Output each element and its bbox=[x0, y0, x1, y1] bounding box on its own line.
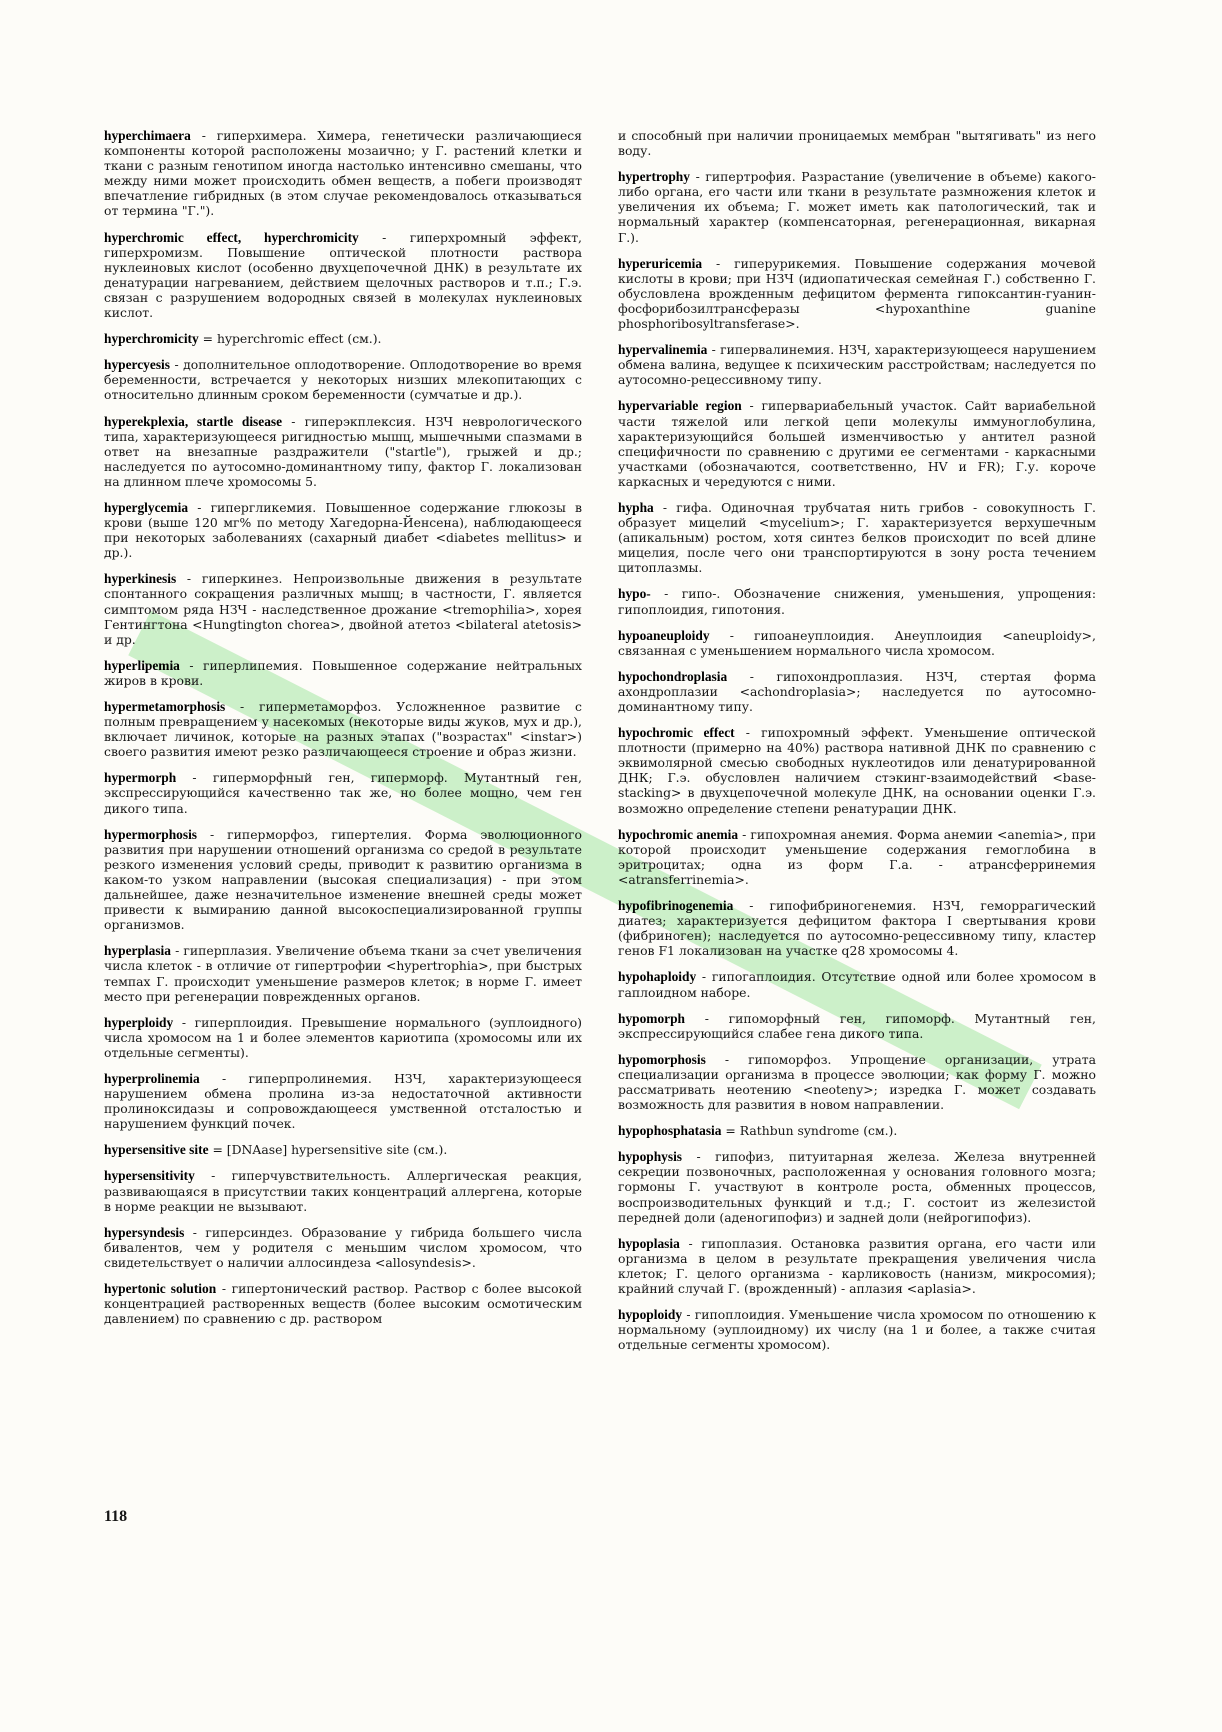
entry-definition: - гиперсиндез. Образование у гибрида большего числа бивалентов, чем у родителя с меньшим числом хромосом, что свидетельствует о наличии аллосиндеза <allosyndesis>. bbox=[104, 1224, 582, 1270]
entry-definition: - гиперпролинемия. НЗЧ, характеризующееся нарушением обмена пролина из-за недостаточной активности пролиноксидазы и сопровождающееся умственной отсталостью и нарушением функций почек. bbox=[104, 1070, 582, 1132]
dictionary-entry bbox=[618, 586, 1096, 616]
entry-definition: - гиперурикемия. Повышение содержания мочевой кислоты в крови; при НЗЧ (идиопатическая семейная Г.) собственно Г. обусловлена врожденным дефицитом фермента гипоксантин-гуанин-фосфорибозилтрансферазы <hypoxanthine guanine phosphoribosyltransferase>. bbox=[618, 255, 1096, 332]
page-number: 118 bbox=[104, 1508, 128, 1525]
dictionary-entry bbox=[618, 725, 1096, 816]
entry-term: hyperekplexia, startle disease bbox=[104, 413, 283, 429]
entry-definition: и способный при наличии проницаемых мембран "вытягивать" из него воду. bbox=[618, 128, 1096, 159]
entry-term: hyperglycemia bbox=[104, 499, 189, 515]
entry-term: hypomorphosis bbox=[618, 1051, 706, 1067]
dictionary-entry bbox=[104, 1015, 582, 1060]
dictionary-entry bbox=[104, 770, 582, 815]
entry-term: hyperchromic effect, hyperchromicity bbox=[104, 229, 359, 245]
entry-term: hypervalinemia bbox=[618, 342, 708, 358]
dictionary-entry bbox=[104, 1281, 582, 1326]
entry-definition: - гиперхромный эффект, гиперхромизм. Повышение оптической плотности раствора нуклеиновых кислот (особенно двухцепочечной ДНК) в результате их денатурации нагреванием, действием щелочных растворов и т.п.; Г.э. связан с разрушением водородных связей в молекулах нуклеиновых кислот. bbox=[104, 229, 582, 321]
entry-term: hyperchimaera bbox=[104, 128, 191, 143]
dictionary-entry bbox=[104, 331, 582, 346]
entry-term: hyperprolinemia bbox=[104, 1070, 200, 1086]
dictionary-entry bbox=[104, 128, 582, 219]
dictionary-entry bbox=[104, 943, 582, 1003]
dictionary-entry bbox=[618, 1236, 1096, 1296]
entry-definition: - гипохромный эффект. Уменьшение оптической плотности (примерно на 40%) раствора нативной ДНК по сравнению с эквимолярной смесью свободных нуклеотидов или денатурированной ДНК; Г.э. обусловлен наличием стэкинг-взаимодействий <base-stacking> в двухцепочечной молекуле ДНК, на основании оценки Г.э. возможно определение степени ренатурации ДНК. bbox=[618, 725, 1096, 816]
entry-term: hypertonic solution bbox=[104, 1281, 217, 1296]
entry-definition: - гипертонический раствор. Раствор с более высокой концентрацией растворенных веществ (более высоким осмотическим давлением) по сравнению с др. раствором bbox=[104, 1281, 582, 1327]
entry-term: hypha bbox=[618, 499, 654, 515]
dictionary-entry bbox=[104, 1225, 582, 1270]
entry-definition: - гипергликемия. Повышенное содержание глюкозы в крови (выше 120 мг% по методу Хагедорна-Йенсена), наблюдающееся при некоторых заболеваниях (сахарный диабет <diabetes mellitus> и др.). bbox=[104, 499, 582, 561]
entry-term: hyperkinesis bbox=[104, 571, 177, 587]
entry-definition: - гиперплазия. Увеличение объема ткани за счет увеличения числа клеток - в отличие от гипертрофии <hypertrophia>, при быстрых темпах Г. происходит уменьшение размеров клеток; в норме Г. имеет место при регенерации поврежденных органов. bbox=[104, 943, 582, 1004]
entry-term: hypofibrinogenemia bbox=[618, 898, 734, 914]
entry-term: hypermorphosis bbox=[104, 826, 198, 842]
dictionary-entry bbox=[618, 500, 1096, 575]
entry-definition: - гипоморфоз. Упрощение организации, утрата специализации организма в процессе эволюции; как форму Г. можно рассматривать неотению <neoteny>; изредка Г. может создавать возможность для развития в новом направлении. bbox=[618, 1051, 1096, 1113]
entry-definition: - гипертрофия. Разрастание (увеличение в объеме) какого-либо органа, его части или ткани в результате размножения клеток и увеличения их объема; Г. может иметь как патологический, так и нормальный характер (компенсаторная, регенерационная, викарная Г.). bbox=[618, 169, 1096, 245]
entry-definition: - гиперчувствительность. Аллергическая реакция, развивающаяся в присутствии таких концентраций аллергена, которые в норме реакции не вызывают. bbox=[104, 1168, 582, 1214]
entry-term: hypophosphatasia bbox=[618, 1123, 722, 1139]
entry-term: hypermetamorphosis bbox=[104, 699, 226, 714]
entry-definition: - гипофибриногенемия. НЗЧ, геморрагический диатез; характеризуется дефицитом фактора I свертывания крови (фибриноген); наследуется по аутосомно-рецессивному типу, кластер генов F1 локализован на участке q28 хромосомы 4. bbox=[618, 898, 1096, 959]
dictionary-entry bbox=[104, 500, 582, 560]
dictionary-entry bbox=[618, 1011, 1096, 1041]
entry-definition: - гипоанеуплоидия. Анеуплоидия <aneuploidy>, связанная с уменьшением нормального числа хромосом. bbox=[618, 627, 1096, 658]
dictionary-entry bbox=[618, 128, 1096, 158]
entry-definition: - гипогаплоидия. Отсутствие одной или более хромосом в гаплоидном наборе. bbox=[618, 969, 1096, 1000]
right-column bbox=[618, 128, 1096, 1363]
entry-definition: - гипоплоидия. Уменьшение числа хромосом по отношению к нормальному (эуплоидному) их числу (на 1 и более, а также считая отдельные сегменты хромосом). bbox=[618, 1307, 1096, 1353]
entry-term: hypophysis bbox=[618, 1149, 683, 1165]
dictionary-entry bbox=[618, 628, 1096, 658]
dictionary-entry bbox=[618, 342, 1096, 387]
entry-term: hypo- bbox=[618, 586, 651, 602]
entry-definition: - гиперхимера. Химера, генетически различающиеся компоненты которой расположены мозаично; у Г. растений клетки и ткани с разным генотипом иногда настолько интенсивно смешаны, что между ними может происходить обмен веществ, а побеги производят впечатление гибридных (в этом случае рекомендовалось отказываться от термина "Г."). bbox=[104, 128, 582, 219]
dictionary-entry bbox=[104, 1168, 582, 1213]
dictionary-entry bbox=[618, 398, 1096, 489]
entry-definition: = hyperchromic effect (см.). bbox=[198, 331, 382, 347]
entry-term: hyperplasia bbox=[104, 943, 171, 959]
dictionary-entry bbox=[618, 969, 1096, 999]
entry-definition: - гипервалинемия. НЗЧ, характеризующееся нарушением обмена валина, ведущее к психическим расстройствам; наследуется по аутосомно-рецессивному типу. bbox=[618, 342, 1096, 388]
entry-definition: - гиперметаморфоз. Усложненное развитие с полным превращением у насекомых (некоторые виды жуков, мух и др.), включает личинок, которые на разных этапах ("возрастах" <instar>) своего развития имеют резко различающееся строение и образ жизни. bbox=[104, 699, 582, 760]
entry-definition: - гиперэкплексия. НЗЧ неврологического типа, характеризующееся ригидностью мышц, мышечными спазмами в ответ на внезапные раздражители ("startle"), грыжей и др.; наследуется по аутосомно-доминантному типу, фактор Г. локализован на длинном плече хромосомы 5. bbox=[104, 413, 582, 489]
dictionary-entry bbox=[618, 1149, 1096, 1224]
entry-term: hypercyesis bbox=[104, 357, 170, 373]
entry-definition: - гипервариабельный участок. Сайт вариабельной части тяжелой или легкой цепи молекулы иммуноглобулина, характеризующийся большей изменчивостью у антител разной специфичности по сравнению с другими ее сегментами - каркасными участками (обозначаются, соответственно, HV и FR); Г.у. короче каркасных и чередуются с ними. bbox=[618, 398, 1097, 489]
entry-term: hypersyndesis bbox=[104, 1224, 185, 1240]
dictionary-entry bbox=[104, 699, 582, 759]
entry-term: hypoplasia bbox=[618, 1235, 680, 1251]
entry-term: hypertrophy bbox=[618, 169, 690, 185]
entry-definition: - гипохромная анемия. Форма анемии <anemia>, при которой происходит уменьшение содержания гемоглобина в эритроцитах; одна из форм Г.а. - атрансферринемия <atransferrinemia>. bbox=[618, 826, 1096, 887]
entry-term: hyperploidy bbox=[104, 1014, 174, 1030]
dictionary-entry bbox=[618, 169, 1096, 244]
entry-definition: - гипо-. Обозначение снижения, уменьшения, упрощения: гипоплоидия, гипотония. bbox=[618, 586, 1096, 617]
entry-definition: - гипоморфный ген, гипоморф. Мутантный ген, экспрессирующийся слабее гена дикого типа. bbox=[618, 1010, 1096, 1041]
dictionary-entry bbox=[618, 898, 1096, 958]
entry-term: hypervariable region bbox=[618, 398, 742, 414]
dictionary-entry bbox=[618, 669, 1096, 714]
dictionary-entry bbox=[104, 1142, 582, 1157]
entry-definition: - гиперкинез. Непроизвольные движения в результате спонтанного сокращения различных мышц; в частности, Г. является симптомом ряда НЗЧ - наследственное дрожание <tremophilia>, хорея Гентингтона <Hungtington chorea>, двойной атетоз <bilateral atetosis> и др. bbox=[104, 571, 582, 647]
dictionary-entry bbox=[104, 357, 582, 402]
dictionary-entry bbox=[104, 1071, 582, 1131]
dictionary-entry bbox=[618, 1052, 1096, 1112]
dictionary-entry bbox=[618, 1123, 1096, 1138]
dictionary-entry bbox=[618, 1307, 1096, 1352]
left-column bbox=[104, 128, 582, 1337]
entry-term: hypersensitivity bbox=[104, 1168, 195, 1184]
entry-term: hyperuricemia bbox=[618, 255, 703, 271]
entry-term: hypochondroplasia bbox=[618, 668, 728, 684]
entry-term: hypohaploidy bbox=[618, 969, 697, 985]
entry-definition: - гиперморфный ген, гиперморф. Мутантный ген, экспрессирующийся качественно так же, но более мощно, чем ген дикого типа. bbox=[104, 770, 582, 816]
entry-definition: - гиперлипемия. Повышенное содержание нейтральных жиров в крови. bbox=[104, 657, 582, 688]
entry-definition: - гипофиз, питуитарная железа. Железа внутренней секреции позвоночных, расположенная у основания головного мозга; гормоны Г. участвуют в контроле роста, обменных процессов, воспроизводительных функций и т.д.; Г. состоит из железистой передней доли (аденогипофиз) и задней доли (нейрогипофиз). bbox=[618, 1149, 1096, 1225]
entry-term: hypochromic anemia bbox=[618, 826, 739, 842]
dictionary-entry bbox=[104, 658, 582, 688]
entry-term: hypermorph bbox=[104, 770, 177, 786]
entry-term: hypoploidy bbox=[618, 1307, 683, 1323]
entry-definition: = [DNAase] hypersensitive site (см.). bbox=[208, 1142, 448, 1158]
dictionary-entry bbox=[618, 827, 1096, 887]
entry-definition: - гипоплазия. Остановка развития органа, его части или организма в целом в результате прекращения увеличения числа клеток; Г. целого организма - карликовость (нанизм, микросомия); крайний случай Г. (врожденный) - аплазия <aplasia>. bbox=[618, 1235, 1096, 1296]
entry-definition: - гипохондроплазия. НЗЧ, стертая форма ахондроплазии <achondroplasia>; наследуется по аутосомно-доминантному типу. bbox=[618, 668, 1096, 714]
dictionary-entry bbox=[104, 414, 582, 489]
entry-term: hypomorph bbox=[618, 1010, 685, 1026]
entry-term: hyperlipemia bbox=[104, 657, 180, 673]
entry-definition: - дополнительное оплодотворение. Оплодотворение во время беременности, встречается у некоторых низших млекопитающих с относительно длинным сроком беременности (сумчатые и др.). bbox=[104, 357, 582, 403]
entry-definition: - гиперплоидия. Превышение нормального (эуплоидного) числа хромосом на 1 и более элементов кариотипа (хромосомы или их отдельные сегменты). bbox=[104, 1014, 582, 1060]
entry-definition: - гиперморфоз, гипертелия. Форма эволюционного развития при нарушении отношений организма со средой в результате резкого изменения условий среды, приводит к развитию организма в каком-то узком направлении (высокая специализация) - при этом дальнейшее, даже незначительное изменение внешней среды может привести к вымиранию данной высокоспециализированной группы организмов. bbox=[104, 826, 582, 933]
dictionary-entry bbox=[104, 571, 582, 646]
entry-term: hyperchromicity bbox=[104, 331, 199, 347]
entry-term: hypersensitive site bbox=[104, 1142, 209, 1158]
dictionary-entry bbox=[104, 230, 582, 321]
entry-definition: = Rathbun syndrome (см.). bbox=[721, 1123, 898, 1139]
entry-term: hypochromic effect bbox=[618, 725, 735, 741]
dictionary-entry bbox=[618, 256, 1096, 331]
entry-term: hypoaneuploidy bbox=[618, 627, 710, 643]
entry-definition: - гифа. Одиночная трубчатая нить грибов - совокупность Г. образует мицелий <mycelium>; Г. характеризуется верхушечным (апикальным) ростом, хотя синтез белков происходит по всей длине мицелия, после чего они транспортируются в зону роста течением цитоплазмы. bbox=[618, 499, 1096, 576]
dictionary-entry bbox=[104, 827, 582, 933]
